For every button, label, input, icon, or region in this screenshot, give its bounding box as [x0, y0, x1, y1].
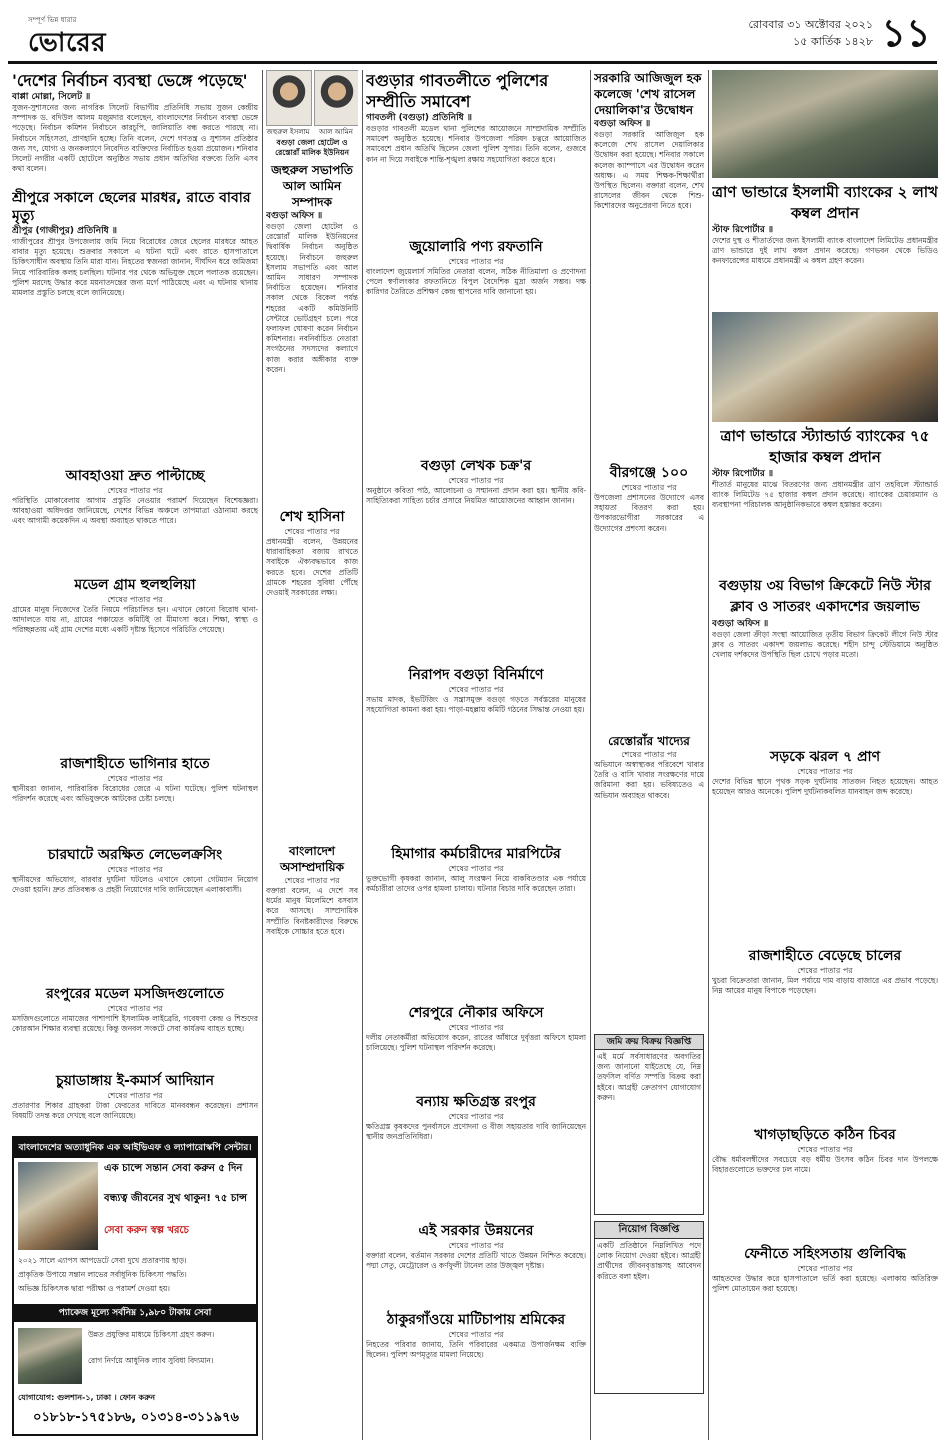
article-text: অভিযানে অস্বাস্থ্যকর পরিবেশে খাবার তৈরি ও বাসি খাবার সংরক্ষণের দায়ে জরিমানা করা হয়। ভবিষ্যতেও এ অভিযান অব্যাহত থাকবে।: [594, 760, 704, 800]
headline[interactable]: বাংলাদেশ অসাম্প্রদায়িক: [279, 844, 345, 874]
photo-caption: আল আমিন: [319, 128, 353, 136]
continued-label: শেষের পাতার পর: [448, 1330, 504, 1339]
column-5: [712, 70, 938, 1440]
ad-photo: [18, 1162, 98, 1250]
logo-text: ভোরের: [28, 28, 107, 58]
article-text: বৌদ্ধ ধর্মাবলম্বীদের সবচেয়ে বড় ধর্মীয় উৎসব কঠিন চিবর দান উপলক্ষে বিহারগুলোতে ভক্তদের ঢল নামে।: [712, 1155, 938, 1175]
ad-contact: যোগাযোগ: গুলশান-১, ঢাকা । ফোন করুন: [18, 1393, 156, 1402]
article-text: স্থানীয়দের অভিযোগ, বারবার দুর্ঘটনা ঘটলেও এখানে কোনো গেটম্যান নিয়োগ দেওয়া হয়নি। দ্রুত প্রতিবন্ধক ও প্রহরী নিয়োগের দাবি জানিয়েছেন এলাকাবাসী।: [12, 875, 258, 895]
ad-offer: এক চান্সে সন্তান সেবা করুন ৫ দিন: [104, 1163, 243, 1174]
ivf-advertisement[interactable]: [12, 1136, 258, 1436]
ad-line: অভিজ্ঞ চিকিৎসক দ্বারা পরীক্ষা ও পরামর্শ দেওয়া হয়।: [18, 1284, 170, 1293]
continued-label: শেষের পাতার পর: [448, 257, 504, 266]
byline: গাবতলী (বগুড়া) প্রতিনিধি ॥: [366, 113, 472, 123]
article-text: বগুড়ার গাবতলী মডেল থানা পুলিশের আয়োজনে সাম্প্রদায়িক সম্প্রীতি সমাবেশ অনুষ্ঠিত হয়েছে। শনিবার উপজেলা পরিষদ চত্বরে আয়োজিত সমাবেশে প্রধান অতিথি ছিলেন জেলা পুলিশ সুপার। তিনি বলেন, গুজবে কান না দিয়ে সবাইকে শান্তি-শৃঙ্খলা রক্ষায় সহযোগিতা করতে হবে।: [366, 124, 586, 164]
ad-line: রোগ নির্ণয়ে আধুনিক ল্যাব সুবিধা বিদ্যমান।: [88, 1356, 214, 1365]
article-text: বগুড়া জেলা ক্রীড়া সংস্থা আয়োজিত তৃতীয় বিভাগ ক্রিকেট লীগে নিউ স্টার ক্লাব ও সাতরং একাদশ জয়লাভ করেছে। শহীদ চান্দু স্টেডিয়ামে অনুষ্ঠিত খেলায় দর্শকদের উপস্থিতি ছিল চোখে পড়ার মতো।: [712, 630, 938, 660]
headline[interactable]: হিমাগার কর্মচারীদের মারপিটের: [391, 846, 561, 862]
notice-title: নিয়োগ বিজ্ঞপ্তি: [594, 1221, 704, 1239]
continued-label: শেষের পাতার পর: [107, 486, 163, 495]
ad-photo: [18, 1328, 82, 1384]
headline[interactable]: খাগড়াছড়িতে কঠিন চিবর: [754, 1127, 896, 1143]
continued-label: শেষের পাতার পর: [621, 750, 677, 759]
column-1: [12, 70, 258, 1130]
continued-label: শেষের পাতার পর: [448, 685, 504, 694]
column-rule: [590, 70, 591, 1440]
dateline: [748, 16, 873, 50]
article-text: পরিস্থিতি মোকাবেলায় আগাম প্রস্তুতি নেওয়ার পরামর্শ দিয়েছেন বিশেষজ্ঞরা। আবহাওয়া অধিদপ্তর জানিয়েছে, দেশের বিভিন্ন অঞ্চলে তাপমাত্রা ওঠানামা করছে এবং আগামী কয়েকদিন এ অবস্থা অব্যাহত থাকতে পারে।: [12, 496, 258, 526]
article-text: দেশের দুস্থ ও শীতার্তদের জন্য ইসলামী ব্যাংক বাংলাদেশ লিমিটেড প্রধানমন্ত্রীর ত্রাণ ভান্ডারে দুই লাখ কম্বল প্রদান করেছে। গণভবন থেকে ভিডিও কনফারেন্সের মাধ্যমে প্রধানমন্ত্রী এ কম্বল গ্রহণ করেন।: [712, 236, 938, 266]
continued-label: শেষের পাতার পর: [448, 1023, 504, 1032]
byline: বাপ্পা মোল্লা, সিলেট ॥: [12, 92, 91, 102]
continued-label: শেষের পাতার পর: [448, 1112, 504, 1121]
photo-caption: জহুরুল ইসলাম: [266, 128, 310, 136]
page-number: ১১: [881, 11, 931, 55]
headline[interactable]: আবহাওয়া দ্রুত পাল্টাচ্ছে: [65, 468, 205, 484]
headline[interactable]: রংপুরের মডেল মসজিদগুলোতে: [46, 986, 224, 1002]
article-text: দেশের বিভিন্ন স্থানে পৃথক সড়ক দুর্ঘটনায় সাতজন নিহত হয়েছেন। আহত হয়েছেন আরও অনেকে। পুলিশ দুর্ঘটনাকবলিত যানবাহন জব্দ করেছে।: [712, 777, 938, 797]
masthead: [8, 6, 937, 64]
date-gregorian: রোববার ৩১ অক্টোবর ২০২১: [748, 18, 873, 31]
article-text: প্রতারণার শিকার গ্রাহকরা টাকা ফেরতের দাবিতে মানববন্ধন করেছেন। প্রশাসন বিষয়টি তদন্ত করে দেখছে বলে জানিয়েছে।: [12, 1101, 258, 1121]
headline[interactable]: মডেল গ্রাম হুলহুলিয়া: [74, 577, 196, 593]
continued-label: শেষের পাতার পর: [284, 876, 340, 885]
continued-label: শেষের পাতার পর: [107, 595, 163, 604]
headline[interactable]: বগুড়া লেখক চক্র'র: [420, 458, 532, 474]
continued-label: শেষের পাতার পর: [107, 1004, 163, 1013]
headline[interactable]: চুয়াডাঙ্গায় ই-কমার্স আদিয়ান: [56, 1073, 214, 1089]
continued-label: শেষের পাতার পর: [448, 476, 504, 485]
byline: শ্রীপুর (গাজীপুর) প্রতিনিধি ॥: [12, 226, 117, 236]
article-text: নিহতের পরিবার জানায়, তিনি পরিবারের একমাত্র উপার্জনক্ষম ব্যক্তি ছিলেন। পুলিশ অপমৃত্যুর মামলা নিয়েছে।: [366, 1340, 586, 1360]
photo-subcaption: বগুড়া জেলা হোটেল ও রেস্তোরাঁ মালিক ইউনিয়ন: [275, 138, 349, 157]
article-text: স্থানীয়রা জানান, পারিবারিক বিরোধের জেরে এ ঘটনা ঘটেছে। পুলিশ ঘটনাস্থল পরিদর্শন করেছে এবং অভিযুক্তকে আটকের চেষ্টা চলছে।: [12, 784, 258, 804]
headline[interactable]: বগুড়ায় ৩য় বিভাগ ক্রিকেটে নিউ স্টার ক্লাব ও সাতরং একাদশের জয়লাভ: [719, 578, 931, 615]
headline[interactable]: জহুরুল সভাপতি আল আমিন সম্পাদক: [271, 163, 353, 209]
byline: স্টাফ রিপোর্টার ॥: [712, 225, 774, 235]
byline: বগুড়া অফিস ॥: [712, 619, 769, 629]
article-text: বক্তারা বলেন, বর্তমান সরকার দেশের প্রতিটি খাতে উন্নয়ন নিশ্চিত করেছে। পদ্মা সেতু, মেট্রোরেল ও কর্ণফুলী টানেল তার উজ্জ্বল দৃষ্টান্ত।: [366, 1251, 586, 1271]
headline[interactable]: রেস্তোরাঁর খাদ্যের: [608, 734, 690, 748]
news-photo: [712, 70, 938, 178]
continued-label: শেষের পাতার পর: [107, 865, 163, 874]
column-2: [266, 70, 358, 1440]
notice-text: একটি প্রতিষ্ঠানে নিম্নলিখিত পদে লোক নিয়োগ দেওয়া হইবে। আগ্রহী প্রার্থীদের জীবনবৃত্তান্তসহ আবেদন করিতে বলা হইল।: [594, 1239, 704, 1394]
headline[interactable]: বীরগঞ্জে ১০০: [609, 465, 689, 481]
continued-label: শেষের পাতার পর: [107, 1091, 163, 1100]
headline[interactable]: শেরপুরে নৌকার অফিসে: [408, 1005, 544, 1021]
headline[interactable]: রাজশাহীতে ভাগিনার হাতে: [60, 756, 210, 772]
ad-price-banner: প্যাকেজ মূল্যে সর্বনিম্ন ১,৯৮০ টাকায় সেবা: [14, 1304, 256, 1322]
column-rule: [262, 70, 263, 1440]
article-text: মসজিদগুলোতে নামাজের পাশাপাশি ইসলামিক লাইব্রেরি, গবেষণা কেন্দ্র ও শিশুদের কোরআন শিক্ষার ব্যবস্থা রয়েছে। কিন্তু জনবল সংকটে সেবা কার্যক্রম ব্যাহত হচ্ছে।: [12, 1014, 258, 1034]
headline[interactable]: এই সরকার উন্নয়নের: [418, 1223, 534, 1239]
article-text: বক্তারা বলেন, এ দেশে সব ধর্মের মানুষ মিলেমিশে বসবাস করে আসছে। সাম্প্রদায়িক সম্প্রীতি বিনষ্টকারীদের বিরুদ্ধে সবাইকে সোচ্চার হতে হবে।: [266, 886, 358, 936]
article-text: শীতার্ত মানুষের মাঝে বিতরণের জন্য প্রধানমন্ত্রীর ত্রাণ তহবিলে স্ট্যান্ডার্ড ব্যাংক লিমিটেড ৭৫ হাজার কম্বল প্রদান করেছে। ব্যাংকের চেয়ারম্যান ও ব্যবস্থাপনা পরিচালক আনুষ্ঠানিকভাবে কম্বল হস্তান্তর করেন।: [712, 480, 938, 510]
ad-line: প্রাকৃতিক উপায়ে সন্তান লাভের সর্বাধুনিক চিকিৎসা পদ্ধতি।: [18, 1270, 187, 1279]
column-rule: [362, 70, 363, 1440]
article-text: খুচরা বিক্রেতারা জানান, মিল পর্যায়ে দাম বাড়ায় বাজারে এর প্রভাব পড়েছে। নিম্ন আয়ের মানুষ বিপাকে পড়েছেন।: [712, 976, 938, 996]
headline[interactable]: রাজশাহীতে বেড়েছে চালের: [748, 948, 902, 964]
logo-tagline: সম্পূর্ণ ভিন্ন ধারার: [28, 16, 77, 24]
continued-label: শেষের পাতার পর: [448, 864, 504, 873]
column-rule: [708, 70, 709, 1440]
article-text: গ্রামের মানুষ নিজেদের তৈরি নিয়মে পরিচালিত হন। এখানে কোনো বিরোধ থানা-আদালতে যায় না, গ্রামের পঞ্চায়েত কমিটিই তা মীমাংসা করে। শিক্ষা, স্বাস্থ্য ও পরিচ্ছন্নতায় এই গ্রাম দেশের মধ্যে একটি দৃষ্টান্ত হিসেবে পরিচিতি পেয়েছে।: [12, 605, 258, 635]
article-text: সুজন-সুশাসনের জন্য নাগরিক সিলেট বিভাগীয় প্রতিনিধি সভায় সুজন কেন্দ্রীয় সম্পাদক ড. বদিউল আলম মজুমদার বলেছেন, বাংলাদেশের নির্বাচন ব্যবস্থা ভেঙ্গে পড়েছে। নির্বাচন কমিশন নির্বাচনে কারচুপি, জালিয়াতি বন্ধ করতে পারছে না। নির্বাচনে সহিংসতা, প্রাণহানি হচ্ছে। তিনি বলেন, দেশে গণতন্ত্র ও সুশাসন প্রতিষ্ঠার জন্য সৎ, যোগ্য ও জনকল্যাণে নিবেদিত ব্যক্তিদের নির্বাচিত হওয়া প্রয়োজন। শনিবার সিলেট নগরীর একটি হোটেলে অনুষ্ঠিত সভায় প্রধান অতিথির বক্তব্যে তিনি এসব কথা বলেন।: [12, 103, 258, 174]
news-photo: [712, 312, 938, 422]
article-text: ভুক্তভোগী কৃষকরা জানান, আলু সংরক্ষণ নিয়ে বাকবিতণ্ডার এক পর্যায়ে কর্মচারীরা তাদের ওপর হামলা চালায়। ঘটনার বিচার দাবি করেছেন তারা।: [366, 874, 586, 894]
byline: স্টাফ রিপোর্টার ॥: [712, 469, 774, 479]
article-text: ক্ষতিগ্রস্ত কৃষকদের পুনর্বাসনে প্রণোদনা ও বীজ সহায়তার দাবি জানিয়েছেন স্থানীয় জনপ্রতিনিধিরা।: [366, 1122, 586, 1142]
article-text: দলীয় নেতাকর্মীরা অভিযোগ করেন, রাতের আঁধারে দুর্বৃত্তরা অফিসে হামলা চালিয়েছে। পুলিশ ঘটনাস্থল পরিদর্শন করেছে।: [366, 1033, 586, 1053]
article-text: সভায় মাদক, ইভটিজিং ও সন্ত্রাসমুক্ত বগুড়া গড়তে সর্বস্তরের মানুষের সহযোগিতা কামনা করা হয়। পাড়া-মহল্লায় কমিটি গঠনের সিদ্ধান্ত নেওয়া হয়।: [366, 695, 586, 715]
headline[interactable]: বগুড়ার গাবতলীতে পুলিশের সম্প্রীতি সমাবেশ: [366, 71, 549, 111]
continued-label: শেষের পাতার পর: [621, 483, 677, 492]
headline[interactable]: নিরাপদ বগুড়া বিনির্মাণে: [408, 667, 544, 683]
headline[interactable]: জুয়োলারি পণ্য রফতানি: [409, 239, 543, 255]
continued-label: শেষের পাতার পর: [797, 966, 853, 975]
ad-banner: বাংলাদেশের অত্যাধুনিক এক আইভিএফ ও ল্যাপারোস্কপি সেন্টার।: [14, 1138, 256, 1158]
headline[interactable]: শেখ হাসিনা: [279, 509, 345, 525]
ad-offer: সেবা করুন স্বল্প খরচে: [104, 1225, 189, 1236]
article-text: বগুড়া জেলা হোটেল ও রেস্তোরাঁ মালিক ইউনিয়নের দ্বিবার্ষিক নির্বাচন অনুষ্ঠিত হয়েছে। নির্বাচনে জহুরুল ইসলাম সভাপতি এবং আল আমিন সাধারণ সম্পাদক নির্বাচিত হয়েছেন। শনিবার সকাল থেকে বিকেল পর্যন্ত শহরের একটি কমিউনিটি সেন্টারে ভোটগ্রহণ চলে। পরে ফলাফল ঘোষণা করেন নির্বাচন কমিশনার। নবনির্বাচিত নেতারা সংগঠনের সদস্যদের কল্যাণে কাজ করার অঙ্গীকার ব্যক্ত করেন।: [266, 222, 358, 374]
article-text: উপজেলা প্রশাসনের উদ্যোগে এসব সহায়তা বিতরণ করা হয়। উপকারভোগীরা সরকারের এ উদ্যোগের প্রশংসা করেন।: [594, 493, 704, 533]
headline[interactable]: ত্রাণ ভান্ডারে ইসলামী ব্যাংকের ২ লাখ কম্বল প্রদান: [712, 183, 938, 222]
headline[interactable]: ফেনীতে সহিংসতায় গুলিবিদ্ধ: [744, 1246, 906, 1262]
article-text: আহতদের উদ্ধার করে হাসপাতালে ভর্তি করা হয়েছে। এলাকায় অতিরিক্ত পুলিশ মোতায়েন করা হয়েছে।: [712, 1274, 938, 1294]
ad-line: ২০২১ সালে এ্যাপস আপডেটে সেবা দুখে প্রতারণায় ছাড়।: [18, 1256, 187, 1265]
continued-label: শেষের পাতার পর: [284, 527, 340, 536]
column-3: [366, 70, 586, 1440]
portrait-photo: [266, 70, 312, 126]
column-4: [594, 70, 704, 1440]
newspaper-logo[interactable]: [22, 14, 162, 58]
article-text: অনুষ্ঠানে কবিতা পাঠ, আলোচনা ও সম্মাননা প্রদান করা হয়। স্থানীয় কবি-সাহিত্যিকরা সাহিত্য চর্চার প্রসারে নিয়মিত আয়োজনের আহ্বান জানান।: [366, 486, 586, 506]
ad-line: উন্নত প্রযুক্তির মাধ্যমে চিকিৎসা গ্রহণ করুন।: [88, 1330, 215, 1339]
headline[interactable]: শ্রীপুরে সকালে ছেলের মারধর, রাতে বাবার মৃত্যু: [12, 190, 251, 224]
notice-title: জমি ক্রয় বিক্রয় বিজ্ঞপ্তি: [594, 1034, 704, 1050]
headline[interactable]: ঠাকুরগাঁওয়ে মাটিচাপায় শ্রমিকের: [386, 1312, 566, 1328]
continued-label: শেষের পাতার পর: [448, 1241, 504, 1250]
headline[interactable]: সড়কে ঝরল ৭ প্রাণ: [769, 749, 881, 765]
ad-phone[interactable]: ০১৮১৮-১৭৫১৮৬, ০১৩১৪-৩১১৯৭৬: [33, 1410, 239, 1425]
continued-label: শেষের পাতার পর: [797, 1145, 853, 1154]
headline[interactable]: 'দেশের নির্বাচন ব্যবস্থা ভেঙ্গে পড়েছে': [12, 71, 248, 90]
continued-label: শেষের পাতার পর: [797, 767, 853, 776]
continued-label: শেষের পাতার পর: [107, 774, 163, 783]
portrait-photo: [314, 70, 358, 126]
headline[interactable]: চারঘাটে অরক্ষিত লেভেলক্রসিং: [47, 847, 223, 863]
article-text: প্রধানমন্ত্রী বলেন, উন্নয়নের ধারাবাহিকতা বজায় রাখতে সবাইকে ঐক্যবদ্ধভাবে কাজ করতে হবে। দেশের প্রতিটি গ্রামকে শহরের সুবিধা পৌঁছে দেওয়াই সরকারের লক্ষ্য।: [266, 537, 358, 598]
date-bengali: ১৫ কার্তিক ১৪২৮: [793, 35, 873, 48]
article-text: গাজীপুরের শ্রীপুর উপজেলায় জমি নিয়ে বিরোধের জেরে ছেলের মারধরে আহত বাবার মৃত্যু হয়েছে। শুক্রবার সকালে এ ঘটনা ঘটে এবং রাতে হাসপাতালে চিকিৎসাধীন অবস্থায় তিনি মারা যান। নিহতের স্বজনরা জানান, দীর্ঘদিন ধরে জমিজমা নিয়ে পারিবারিক কলহ চলছিল। ঘটনার পর থেকে অভিযুক্ত ছেলে পলাতক রয়েছেন। পুলিশ মরদেহ উদ্ধার করে ময়নাতদন্তের জন্য মর্গে পাঠিয়েছে এবং এ ঘটনায় থানায় মামলার প্রস্তুতি চলছে বলে জানিয়েছে।: [12, 237, 258, 298]
notice-text: এই মর্মে সর্বসাধারণের অবগতির জন্য জানানো যাইতেছে যে, নিম্ন তফসিল বর্ণিত সম্পত্তি বিক্রয় করা হইবে। আগ্রহী ক্রেতাগণ যোগাযোগ করুন।: [594, 1050, 704, 1215]
byline: বগুড়া অফিস ॥: [594, 119, 651, 129]
byline: বগুড়া অফিস ॥: [266, 211, 323, 221]
headline[interactable]: ত্রাণ ভান্ডারে স্ট্যান্ডার্ড ব্যাংকের ৭৫ হাজার কম্বল প্রদান: [720, 427, 930, 466]
headline[interactable]: সরকারি আজিজুল হক কলেজে 'শেখ রাসেল দেয়ালিকা'র উদ্বোধন: [594, 71, 702, 117]
article-text: বাংলাদেশ জুয়েলার্স সমিতির নেতারা বলেন, সঠিক নীতিমালা ও প্রণোদনা পেলে স্বর্ণালংকার রফতানিতে বিপুল বৈদেশিক মুদ্রা অর্জন সম্ভব। দক্ষ কারিগর তৈরিতে প্রশিক্ষণ কেন্দ্র স্থাপনের দাবি জানানো হয়।: [366, 267, 586, 297]
ad-offer: বন্ধ্যত্ব জীবনের সুখ থাকুন! ৭৫ চান্স: [104, 1193, 247, 1204]
article-text: বগুড়া সরকারি আজিজুল হক কলেজে শেখ রাসেল দেয়ালিকার উদ্বোধন করা হয়েছে। শনিবার সকালে কলেজ ক্যাম্পাসে এর উদ্বোধন করেন অধ্যক্ষ। এ সময় শিক্ষক-শিক্ষার্থীরা উপস্থিত ছিলেন। বক্তারা বলেন, শেখ রাসেলের জীবন থেকে শিশু-কিশোরদের অনুপ্রেরণা নিতে হবে।: [594, 130, 704, 211]
headline[interactable]: বন্যায় ক্ষতিগ্রস্ত রংপুর: [416, 1094, 536, 1110]
continued-label: শেষের পাতার পর: [797, 1264, 853, 1273]
